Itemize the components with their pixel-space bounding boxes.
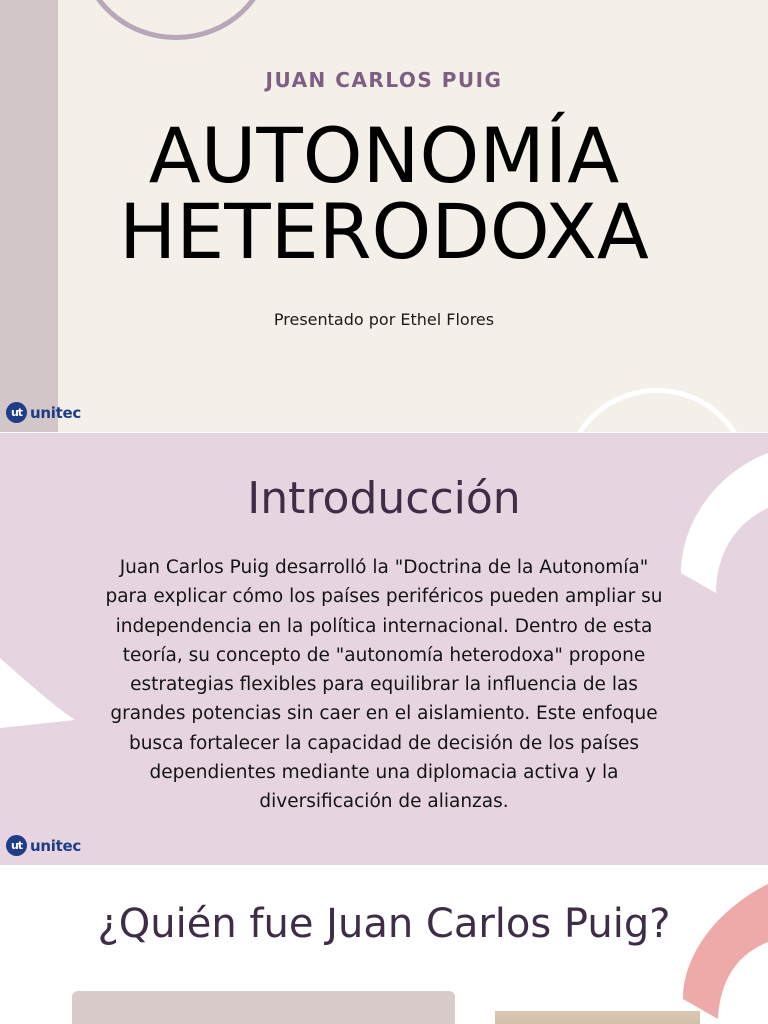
introduction-body: Juan Carlos Puig desarrolló la "Doctrina de la Autonomía" para explicar cómo los países periféricos pueden ampliar su independencia en la política internacional. Dentro de esta teoría, su concepto de "autonomía heterodoxa" propone estrategias flexibles para equilibrar la influencia de las grandes potencias sin caer en el aislamiento. Este enfoque busca fortalecer la capacidad de decisión de los países dependientes mediante una diplomacia activa y la diversificación de alianzas. (105, 557, 663, 813)
unitec-logo-mark-icon: ut (6, 402, 27, 423)
biography-slide (0, 866, 768, 1024)
unitec-logo (6, 835, 81, 856)
title-slide (0, 0, 768, 432)
presentation-title (0, 111, 768, 276)
introduction-slide (0, 433, 768, 865)
unitec-logo (6, 402, 81, 423)
wedge-shape-decoration-left (0, 658, 80, 728)
unitec-logo-word: unitec (30, 836, 81, 855)
portrait-photo (495, 1011, 700, 1024)
unitec-logo-mark-icon: ut (6, 835, 27, 856)
author-name: JUAN CARLOS PUIG (265, 68, 503, 92)
presenter-credit: Presentado por Ethel Flores (273, 310, 495, 329)
title-line-2: HETERODOXA (119, 187, 649, 276)
unitec-logo-word: unitec (30, 403, 81, 422)
text-content-box (72, 991, 455, 1024)
biography-heading: ¿Quién fue Juan Carlos Puig? (97, 901, 671, 947)
ring-decoration-bottom (562, 388, 752, 432)
introduction-heading: Introducción (247, 473, 521, 524)
title-line-1: AUTONOMÍA (148, 111, 620, 200)
ring-decoration-top (80, 0, 272, 40)
